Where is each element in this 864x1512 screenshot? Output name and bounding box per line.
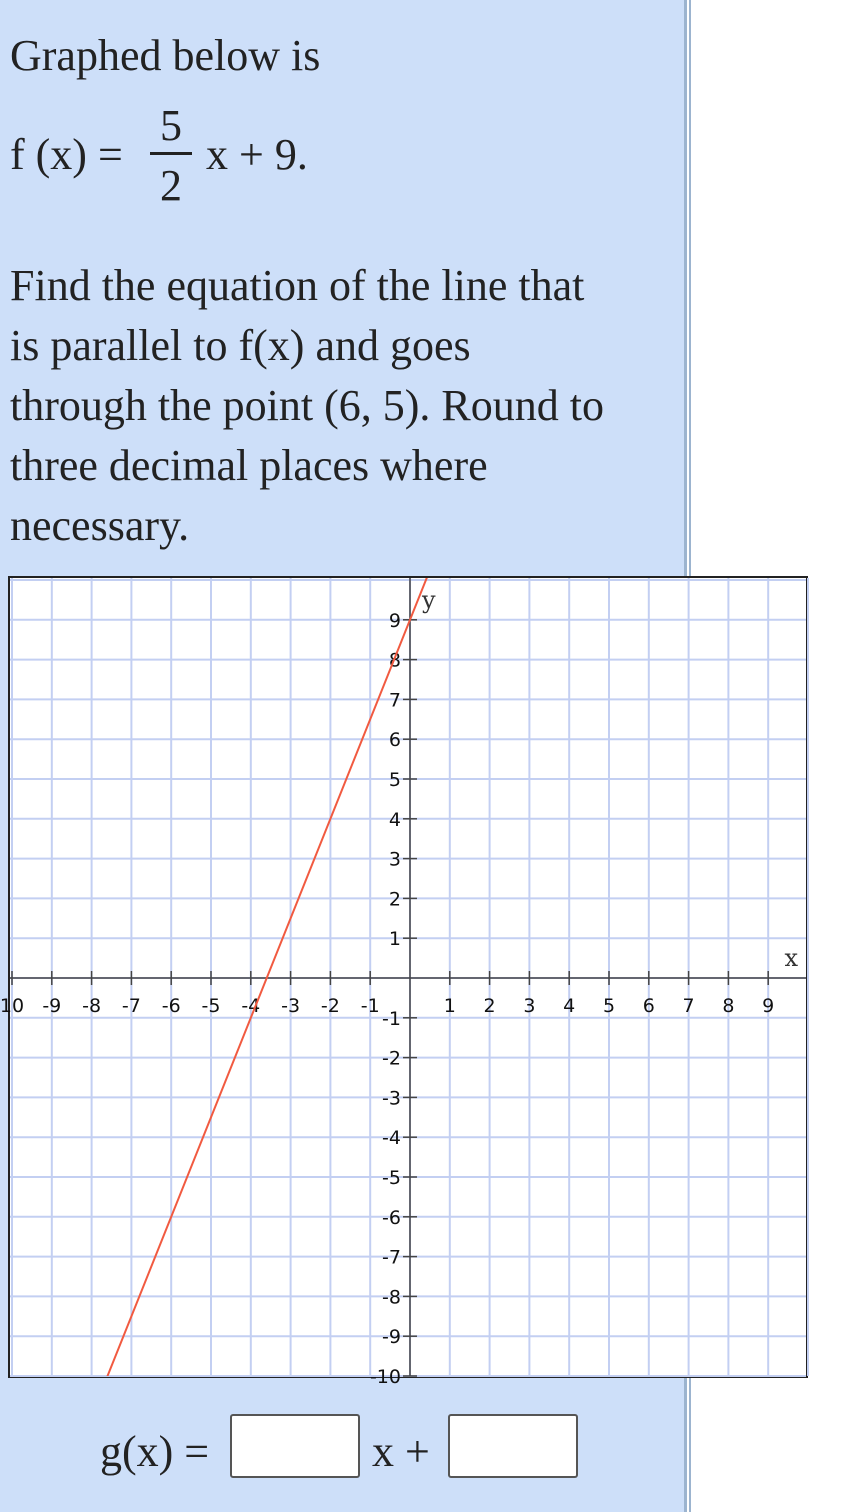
x-tick-label: -1 — [360, 995, 380, 1017]
x-tick-label: 9 — [762, 995, 775, 1017]
y-tick-label: -6 — [382, 1206, 401, 1229]
x-tick-label: 5 — [602, 995, 616, 1017]
fraction-numerator: 5 — [160, 101, 182, 150]
x-tick-label: -9 — [42, 995, 62, 1017]
y-tick-label: -2 — [382, 1047, 401, 1070]
x-tick-label: -2 — [320, 995, 340, 1017]
y-tick-label: -4 — [382, 1127, 401, 1150]
tick-labels — [0, 610, 774, 1388]
intercept-input[interactable] — [448, 1414, 578, 1478]
x-tick-label: -7 — [121, 995, 141, 1017]
y-tick-label: -10 — [369, 1366, 401, 1388]
y-tick-label: -3 — [382, 1087, 401, 1110]
prompt-line-1: Find the equation of the line that — [10, 261, 585, 310]
x-tick-label: 4 — [563, 995, 576, 1017]
x-tick-label: 10 — [0, 995, 25, 1017]
prompt-line-5: necessary. — [10, 501, 190, 550]
x-tick-label: -5 — [201, 995, 221, 1017]
y-tick-label: 9 — [388, 609, 401, 632]
y-tick-label: -8 — [382, 1286, 401, 1309]
fraction-bar — [150, 152, 192, 155]
x-tick-label: -6 — [161, 995, 181, 1017]
fraction-denominator: 2 — [160, 161, 182, 210]
x-tick-label: -8 — [82, 995, 102, 1017]
slope-input[interactable] — [230, 1414, 360, 1478]
y-axis-name: y — [422, 586, 436, 614]
x-plus-text: x + — [372, 1427, 430, 1476]
x-tick-label: 2 — [483, 995, 496, 1017]
y-tick-label: -7 — [382, 1246, 401, 1269]
x-tick-label: 8 — [722, 995, 735, 1017]
y-tick-label: -9 — [382, 1326, 401, 1349]
graph — [0, 576, 808, 1388]
y-tick-label: 7 — [388, 689, 401, 712]
y-tick-label: 6 — [388, 729, 401, 752]
x-tick-label: -3 — [281, 995, 301, 1017]
function-suffix: x + 9. — [206, 130, 308, 179]
x-tick-label: -4 — [241, 995, 261, 1017]
prompt-line-4: three decimal places where — [10, 441, 488, 490]
x-axis-name: x — [784, 944, 798, 972]
x-tick-label: 3 — [523, 995, 536, 1017]
prompt-line-2: is parallel to f(x) and goes — [10, 321, 471, 370]
y-tick-label: 8 — [388, 649, 401, 672]
y-tick-label: 4 — [388, 808, 401, 831]
y-tick-label: 5 — [388, 769, 401, 791]
intro-text: Graphed below is — [10, 31, 321, 80]
x-tick-label: 7 — [682, 995, 695, 1017]
y-tick-label: 3 — [388, 848, 401, 871]
x-tick-label: 6 — [642, 995, 655, 1017]
answer-label: g(x) = — [100, 1427, 210, 1476]
prompt-line-3: through the point (6, 5). Round to — [10, 381, 604, 430]
x-tick-label: 1 — [443, 995, 456, 1017]
y-tick-label: -5 — [382, 1167, 401, 1189]
y-tick-label: 1 — [388, 928, 401, 951]
graph-canvas — [0, 578, 806, 1388]
y-tick-label: -1 — [382, 1007, 401, 1030]
y-tick-label: 2 — [388, 888, 401, 911]
function-prefix: f (x) = — [10, 130, 123, 179]
